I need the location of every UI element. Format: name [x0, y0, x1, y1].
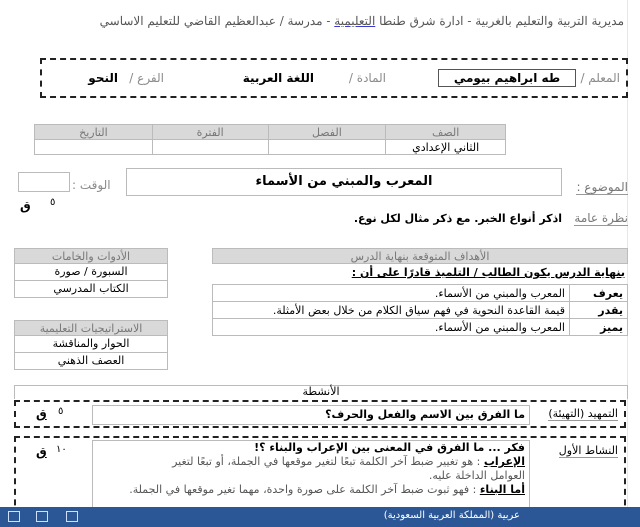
teacher-field[interactable]: طه ابراهيم بيومي	[438, 69, 576, 87]
objectives-table	[212, 284, 628, 336]
warmup-time: ٥	[58, 406, 64, 417]
date-value[interactable]	[35, 140, 153, 155]
first-activity-line-text: : فهو ثبوت ضبط آخر الكلمة على صورة واحدة، مهما تغير موقعها في الجملة.	[129, 483, 480, 496]
activities-header: الأنشطة	[302, 385, 340, 398]
language-indicator[interactable]: عربية (المملكة العربية السعودية)	[383, 510, 520, 521]
print-layout-icon[interactable]	[36, 511, 48, 522]
first-activity-title: فكر ... ما الفرق في المعنى بين الإعراب والبناء ؟!	[254, 441, 525, 454]
header-directorate: مديرية التربية والتعليم بالغربية	[475, 14, 624, 28]
header-sep: -	[326, 14, 331, 28]
warmup-text[interactable]: ما الفرق بين الاسم والفعل والحرف؟	[92, 405, 530, 425]
header-admin-underlined: التعليمية	[334, 14, 376, 28]
document-header	[100, 14, 624, 28]
class-header: الصف	[386, 125, 506, 140]
tools-item: السبورة / صورة	[14, 264, 168, 281]
time-label: الوقت :	[72, 178, 111, 192]
first-activity-line-text: : هو تغيير ضبط آخر الكلمة تبعًا لتغير موقعها في الجملة، أو تبعًا لتغير	[172, 455, 484, 468]
objective-verb: يعرف	[570, 285, 628, 302]
period-header: الفترة	[152, 125, 268, 140]
objectives-intro	[212, 264, 628, 282]
first-activity-line	[93, 483, 525, 497]
term-irab: الإعراب	[483, 455, 525, 468]
objective-text: المعرب والمبني من الأسماء.	[213, 319, 570, 336]
time-unit: ق	[20, 199, 31, 213]
table-row	[213, 285, 628, 302]
warmup-unit: ق	[36, 407, 47, 421]
date-header: التاريخ	[35, 125, 153, 140]
header-sep: -	[467, 14, 472, 28]
section-header: الفصل	[268, 125, 386, 140]
read-mode-icon[interactable]	[66, 511, 78, 522]
first-activity-label: النشاط الأول	[558, 444, 618, 457]
table-row	[213, 302, 628, 319]
section-value[interactable]	[268, 140, 386, 155]
period-value[interactable]	[152, 140, 268, 155]
objective-text: قيمة القاعدة النحوية في فهم سياق الكلام من خلال بعض الأمثلة.	[213, 302, 570, 319]
table-row	[213, 319, 628, 336]
header-admin: ادارة شرق طنطا	[379, 14, 464, 28]
first-activity-unit: ق	[36, 445, 47, 459]
teacher-info-box	[40, 58, 628, 98]
objective-text: المعرب والمبني من الأسماء.	[213, 285, 570, 302]
first-activity-row	[14, 436, 626, 516]
strategies-panel	[14, 320, 168, 370]
time-field[interactable]	[18, 172, 70, 192]
objectives-intro-text: بنهاية الدرس يكون الطالب / التلميذ قادرًا على أن :	[351, 266, 625, 279]
branch-value: النحو	[88, 71, 118, 85]
teacher-label: المعلم /	[580, 71, 620, 85]
activities-header-bar	[14, 385, 628, 399]
time-value: ٥	[50, 197, 56, 208]
tools-header: الأدوات والخامات	[14, 248, 168, 264]
tools-panel	[14, 248, 168, 298]
topic-label: الموضوع :	[576, 180, 628, 194]
subject-value: اللغة العربية	[242, 71, 314, 85]
page-view-icon[interactable]	[8, 511, 20, 522]
first-activity-line	[93, 455, 525, 469]
first-activity-content[interactable]	[92, 440, 530, 516]
status-bar	[0, 507, 640, 527]
objectives-panel	[212, 248, 628, 282]
first-activity-line: العوامل الداخلة عليه.	[428, 469, 525, 482]
warmup-row	[14, 400, 626, 428]
header-school: مدرسة / عبدالعظيم القاضي للتعليم الاساسي	[99, 14, 323, 28]
strategies-header: الاستراتيجيات التعليمية	[14, 320, 168, 336]
strategies-item: العصف الذهني	[14, 353, 168, 370]
objective-verb: يقدر	[570, 302, 628, 319]
class-value[interactable]: الثاني الإعدادي	[386, 140, 506, 155]
tools-item: الكتاب المدرسي	[14, 281, 168, 298]
overview-label: نظرة عامة	[574, 211, 628, 225]
strategies-item: الحوار والمناقشة	[14, 336, 168, 353]
warmup-label: التمهيد (التهيئة)	[548, 407, 618, 420]
first-activity-time: ١٠	[56, 444, 67, 455]
branch-label: الفرع /	[129, 71, 164, 85]
objectives-header: الأهداف المتوقعة بنهاية الدرس	[212, 248, 628, 264]
subject-label: المادة /	[348, 71, 386, 85]
term-binaa: أما البناء	[479, 483, 525, 496]
objective-verb: يميز	[570, 319, 628, 336]
overview-text: اذكر أنواع الخبر. مع ذكر مثال لكل نوع.	[353, 212, 562, 225]
class-table	[34, 124, 506, 155]
topic-value[interactable]: المعرب والمبني من الأسماء	[126, 168, 562, 196]
